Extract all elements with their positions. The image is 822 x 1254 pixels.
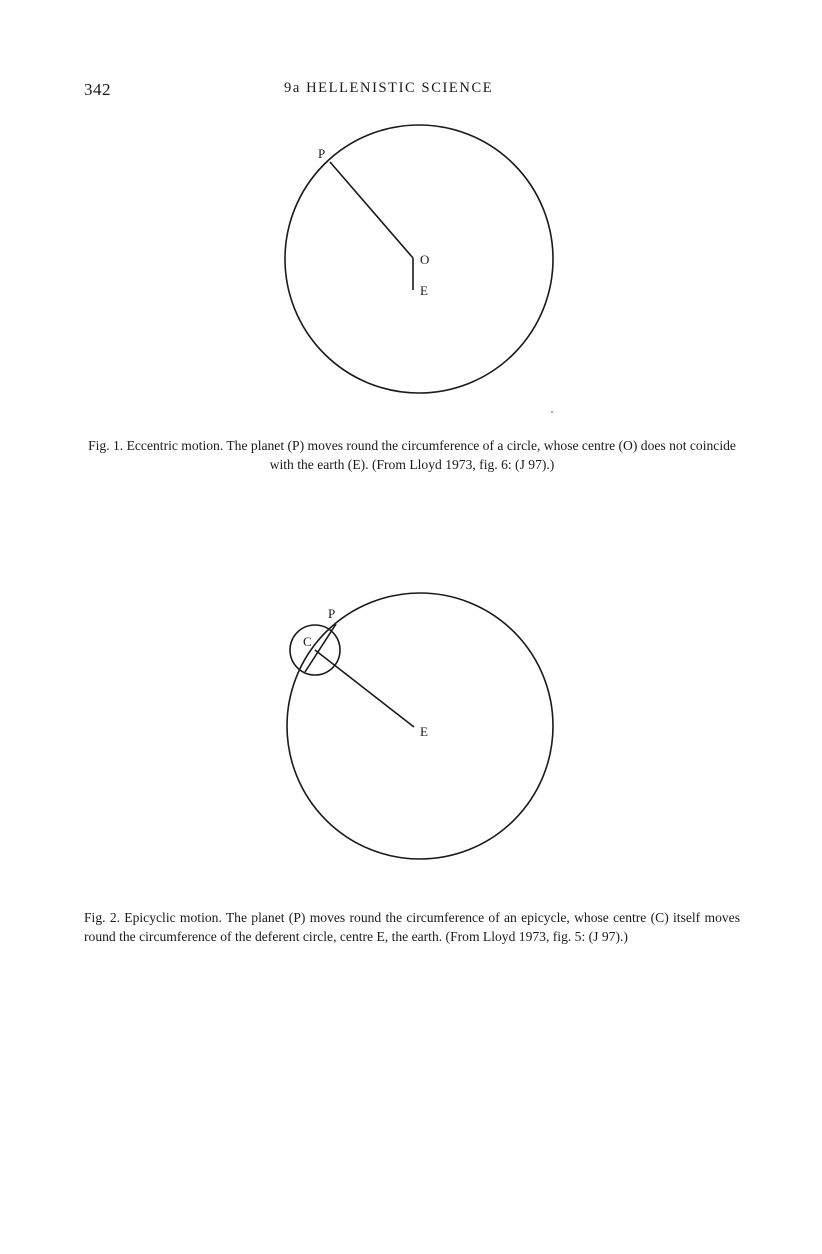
eccentric-circle [285,125,553,393]
label-p-fig2: P [328,606,336,621]
page-number: 342 [84,80,111,99]
radius-line-p-to-o [330,162,413,258]
label-c-fig2: C [303,634,312,649]
label-e-fig2: E [420,724,428,739]
label-o-fig1: O [420,252,430,267]
speck-dot [551,411,552,412]
running-title: 9a HELLENISTIC SCIENCE [284,80,494,96]
figure-1-eccentric-diagram [285,125,553,413]
line-c-to-e [315,650,414,727]
figure-1-caption: Fig. 1. Eccentric motion. The planet (P) moves round the circumference of a circle, whose centre (O) does not coincide with the earth (E). (From Lloyd 1973, fig. 6: (J 97).) [88,438,736,472]
label-p-fig1: P [318,146,326,161]
label-e-fig1: E [420,283,428,298]
figure-2-epicyclic-diagram [287,593,553,859]
figure-2-caption: Fig. 2. Epicyclic motion. The planet (P) moves round the circumference of an epicycle, whose centre (C) itself moves round the circumference of the deferent circle, centre E, the earth. (From Lloyd 1973, fig. 5: (J 97).) [84,910,740,944]
